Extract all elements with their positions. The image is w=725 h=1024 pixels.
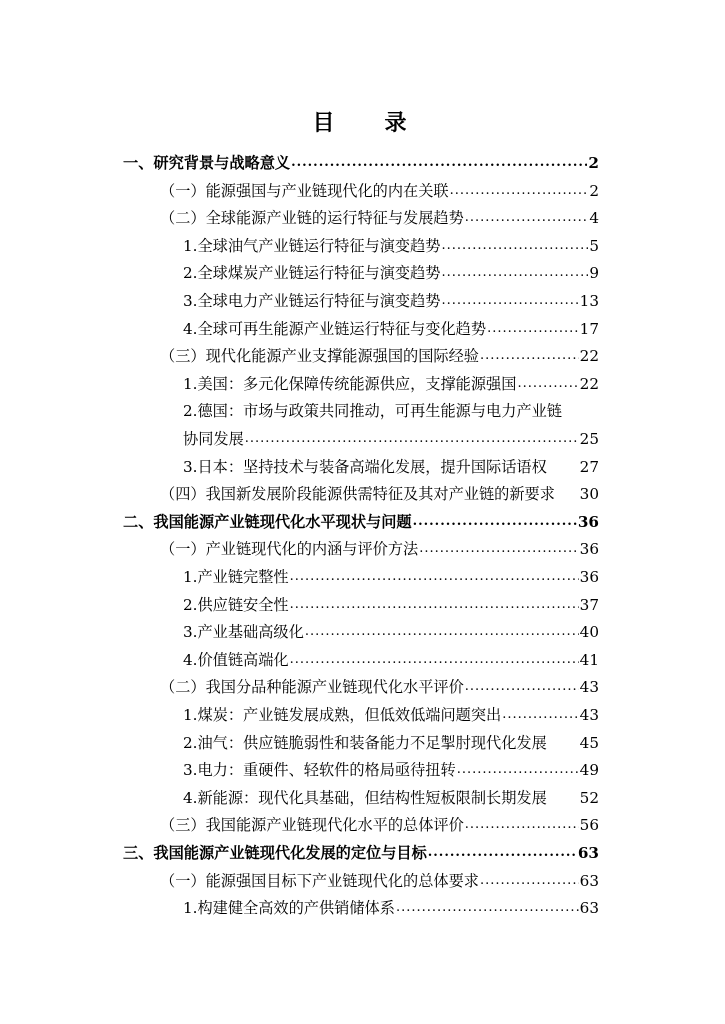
toc-entry-text: 3.产业基础高级化 [183, 623, 304, 642]
toc-entry-text: （三）现代化能源产业支撑能源强国的国际经验 [160, 347, 479, 366]
toc-leader-dots [502, 705, 578, 725]
toc-entry-text: 1.产业链完整性 [183, 568, 289, 586]
toc-page-number: 36 [579, 568, 599, 586]
toc-entry-text: 4.全球可再生能源产业链运行特征与变化趋势 [183, 319, 487, 338]
toc-entry[interactable] [123, 835, 599, 863]
toc-page-number: 2 [589, 181, 599, 200]
toc-entry-text: （一）能源强国目标下产业链现代化的总体要求 [160, 871, 479, 890]
toc-entry[interactable] [160, 200, 599, 228]
toc-leader-dots [487, 319, 579, 339]
toc-leader-dots [465, 815, 579, 835]
toc-page-number: 4 [589, 209, 599, 228]
toc-entry-text: 协同发展 [183, 430, 244, 448]
toc-entry-text: 3.电力：重硬件、轻软件的格局亟待扭转 [183, 761, 456, 780]
toc-leader-dots [428, 843, 577, 863]
toc-entry[interactable] [123, 504, 599, 532]
toc-leader-dots [442, 236, 589, 256]
toc-leader-dots [457, 760, 579, 780]
toc-page-number: 17 [579, 319, 599, 338]
toc-entry-text: 2.德国：市场与政策共同推动，可再生能源与电力产业链 [183, 402, 562, 421]
toc-entry[interactable] [160, 173, 599, 201]
toc-page-number: 40 [579, 623, 599, 642]
toc-leader-dots [290, 567, 579, 587]
toc-entry[interactable] [183, 890, 599, 918]
toc-leader-dots [480, 871, 579, 891]
toc-entry[interactable] [183, 393, 599, 421]
toc-entry-text: 3.全球电力产业链运行特征与演变趋势 [183, 292, 441, 310]
toc-page-number: 27 [579, 457, 599, 476]
toc-entry-text: 二、我国能源产业链现代化水平现状与问题 [123, 512, 412, 531]
toc-page-number: 5 [589, 236, 599, 255]
toc-page-number: 43 [579, 678, 599, 697]
toc-entry-text: （一）能源强国与产业链现代化的内在关联 [160, 181, 449, 200]
toc-entry-text: 4.新能源：现代化具基础，但结构性短板限制长期发展 [183, 788, 547, 807]
toc-entry[interactable] [160, 807, 599, 835]
toc-entry[interactable] [183, 228, 599, 256]
toc-leader-dots [517, 374, 578, 394]
toc-entry[interactable] [183, 587, 599, 615]
toc-entry-text: 1.煤炭：产业链发展成熟，但低效低端问题突出 [183, 706, 502, 724]
toc-leader-dots [465, 677, 579, 697]
toc-entry-text: 一、研究背景与战略意义 [123, 154, 291, 172]
toc-entry[interactable] [183, 697, 599, 725]
toc-leader-dots [245, 429, 579, 449]
toc-page-number: 30 [579, 485, 599, 504]
toc-entry[interactable] [183, 559, 599, 587]
toc-leader-dots [291, 153, 587, 173]
toc-leader-dots [305, 622, 579, 642]
toc-entry[interactable] [123, 145, 599, 173]
toc-leader-dots [290, 595, 579, 615]
toc-leader-dots [442, 263, 589, 283]
toc-leader-dots [450, 181, 589, 201]
toc-entry[interactable] [183, 725, 599, 753]
toc-entry[interactable] [183, 283, 599, 311]
toc-entry[interactable] [183, 449, 599, 477]
toc-entry-text: 1.全球油气产业链运行特征与演变趋势 [183, 236, 441, 255]
toc-entry[interactable] [183, 421, 599, 449]
toc-page-number: 22 [579, 347, 599, 366]
toc-entry-text: （二）全球能源产业链的运行特征与发展趋势 [160, 209, 464, 228]
toc-entry[interactable] [160, 863, 599, 891]
toc-entry-text: 1.构建健全高效的产供销储体系 [183, 899, 395, 918]
toc-page-number: 43 [579, 706, 599, 724]
toc-entry[interactable] [183, 642, 599, 670]
toc-entry[interactable] [160, 476, 599, 504]
toc-entry-text: 2.全球煤炭产业链运行特征与演变趋势 [183, 264, 441, 283]
toc-leader-dots [396, 898, 579, 918]
toc-entry[interactable] [160, 338, 599, 366]
toc-page-number: 45 [579, 733, 599, 752]
toc-entry-text: （二）我国分品种能源产业链现代化水平评价 [160, 678, 464, 697]
toc-entry-text: 4.价值链高端化 [183, 650, 289, 669]
toc-page-number: 52 [579, 788, 599, 807]
toc-leader-dots [413, 512, 577, 532]
toc-page-number: 13 [579, 292, 599, 310]
toc-page-number: 63 [579, 899, 599, 918]
toc-leader-dots [465, 208, 589, 228]
toc-page-number: 63 [577, 844, 599, 862]
toc-page-number: 37 [579, 595, 599, 614]
toc-entry-text: 1.美国：多元化保障传统能源供应，支撑能源强国 [183, 374, 517, 393]
toc-leader-dots [419, 539, 578, 559]
toc-entry-text: 三、我国能源产业链现代化发展的定位与目标 [123, 844, 427, 862]
toc-page-number: 63 [579, 871, 599, 890]
toc-page-number: 49 [579, 761, 599, 780]
toc-entry-text: （四）我国新发展阶段能源供需特征及其对产业链的新要求 [160, 485, 555, 504]
toc-leader-dots [290, 650, 579, 670]
toc-page-number: 36 [577, 512, 599, 531]
toc-entry[interactable] [160, 531, 599, 559]
toc-title: 目 录 [312, 110, 421, 136]
toc-entry-text: 3.日本：坚持技术与装备高端化发展，提升国际话语权 [183, 457, 547, 476]
toc-page-number: 2 [588, 154, 599, 172]
toc-entry-text: （三）我国能源产业链现代化水平的总体评价 [160, 816, 464, 835]
toc-page-number: 25 [579, 430, 599, 448]
toc-entry[interactable] [183, 752, 599, 780]
toc-entry[interactable] [183, 255, 599, 283]
toc-entry-text: 2.油气：供应链脆弱性和装备能力不足掣肘现代化发展 [183, 733, 547, 752]
toc-leader-dots [442, 291, 579, 311]
toc-page-number: 22 [579, 374, 599, 393]
toc-entry[interactable] [183, 311, 599, 339]
toc-leader-dots [480, 346, 579, 366]
toc-page-number: 56 [579, 816, 599, 835]
toc-entry-text: 2.供应链安全性 [183, 595, 289, 614]
toc-page-number: 41 [579, 650, 599, 669]
toc-entry[interactable] [183, 780, 599, 808]
toc-page-number: 36 [579, 540, 599, 559]
toc-entry[interactable] [160, 669, 599, 697]
toc-entry[interactable] [183, 366, 599, 394]
toc-entry[interactable] [183, 614, 599, 642]
toc-entry-text: （一）产业链现代化的内涵与评价方法 [160, 540, 419, 559]
toc-page-number: 9 [589, 264, 599, 283]
